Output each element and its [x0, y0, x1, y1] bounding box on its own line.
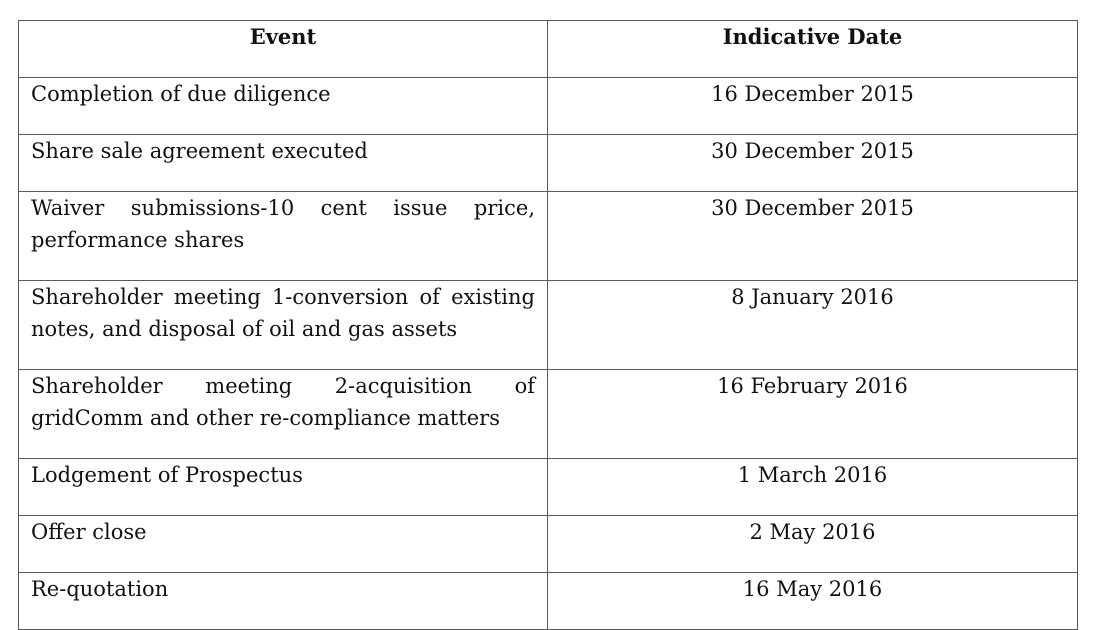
event-column-header: Event: [19, 21, 548, 78]
table-row: [19, 78, 1078, 135]
indicative-date-column-header: Indicative Date: [548, 21, 1078, 78]
event-cell: Completion of due diligence: [19, 78, 548, 135]
event-cell: Offer close: [19, 516, 548, 573]
indicative-timetable-table: [18, 20, 1078, 630]
table-row: [19, 516, 1078, 573]
date-cell: 8 January 2016: [548, 281, 1078, 370]
date-cell: 30 December 2015: [548, 135, 1078, 192]
table-row: [19, 135, 1078, 192]
date-cell: 1 March 2016: [548, 459, 1078, 516]
table-header-row: [19, 21, 1078, 78]
event-cell: Waiver submissions-10 cent issue price, performance shares: [19, 192, 548, 281]
event-cell: Re-quotation: [19, 573, 548, 630]
table-row: [19, 573, 1078, 630]
table-row: [19, 281, 1078, 370]
table-row: [19, 192, 1078, 281]
table-row: [19, 459, 1078, 516]
date-cell: 30 December 2015: [548, 192, 1078, 281]
date-cell: 16 February 2016: [548, 370, 1078, 459]
date-cell: 16 December 2015: [548, 78, 1078, 135]
event-cell: Shareholder meeting 1-conversion of existing notes, and disposal of oil and gas assets: [19, 281, 548, 370]
date-cell: 16 May 2016: [548, 573, 1078, 630]
table-row: [19, 370, 1078, 459]
event-cell: Share sale agreement executed: [19, 135, 548, 192]
date-cell: 2 May 2016: [548, 516, 1078, 573]
event-cell: Lodgement of Prospectus: [19, 459, 548, 516]
event-cell: Shareholder meeting 2-acquisition of gridComm and other re-compliance matters: [19, 370, 548, 459]
